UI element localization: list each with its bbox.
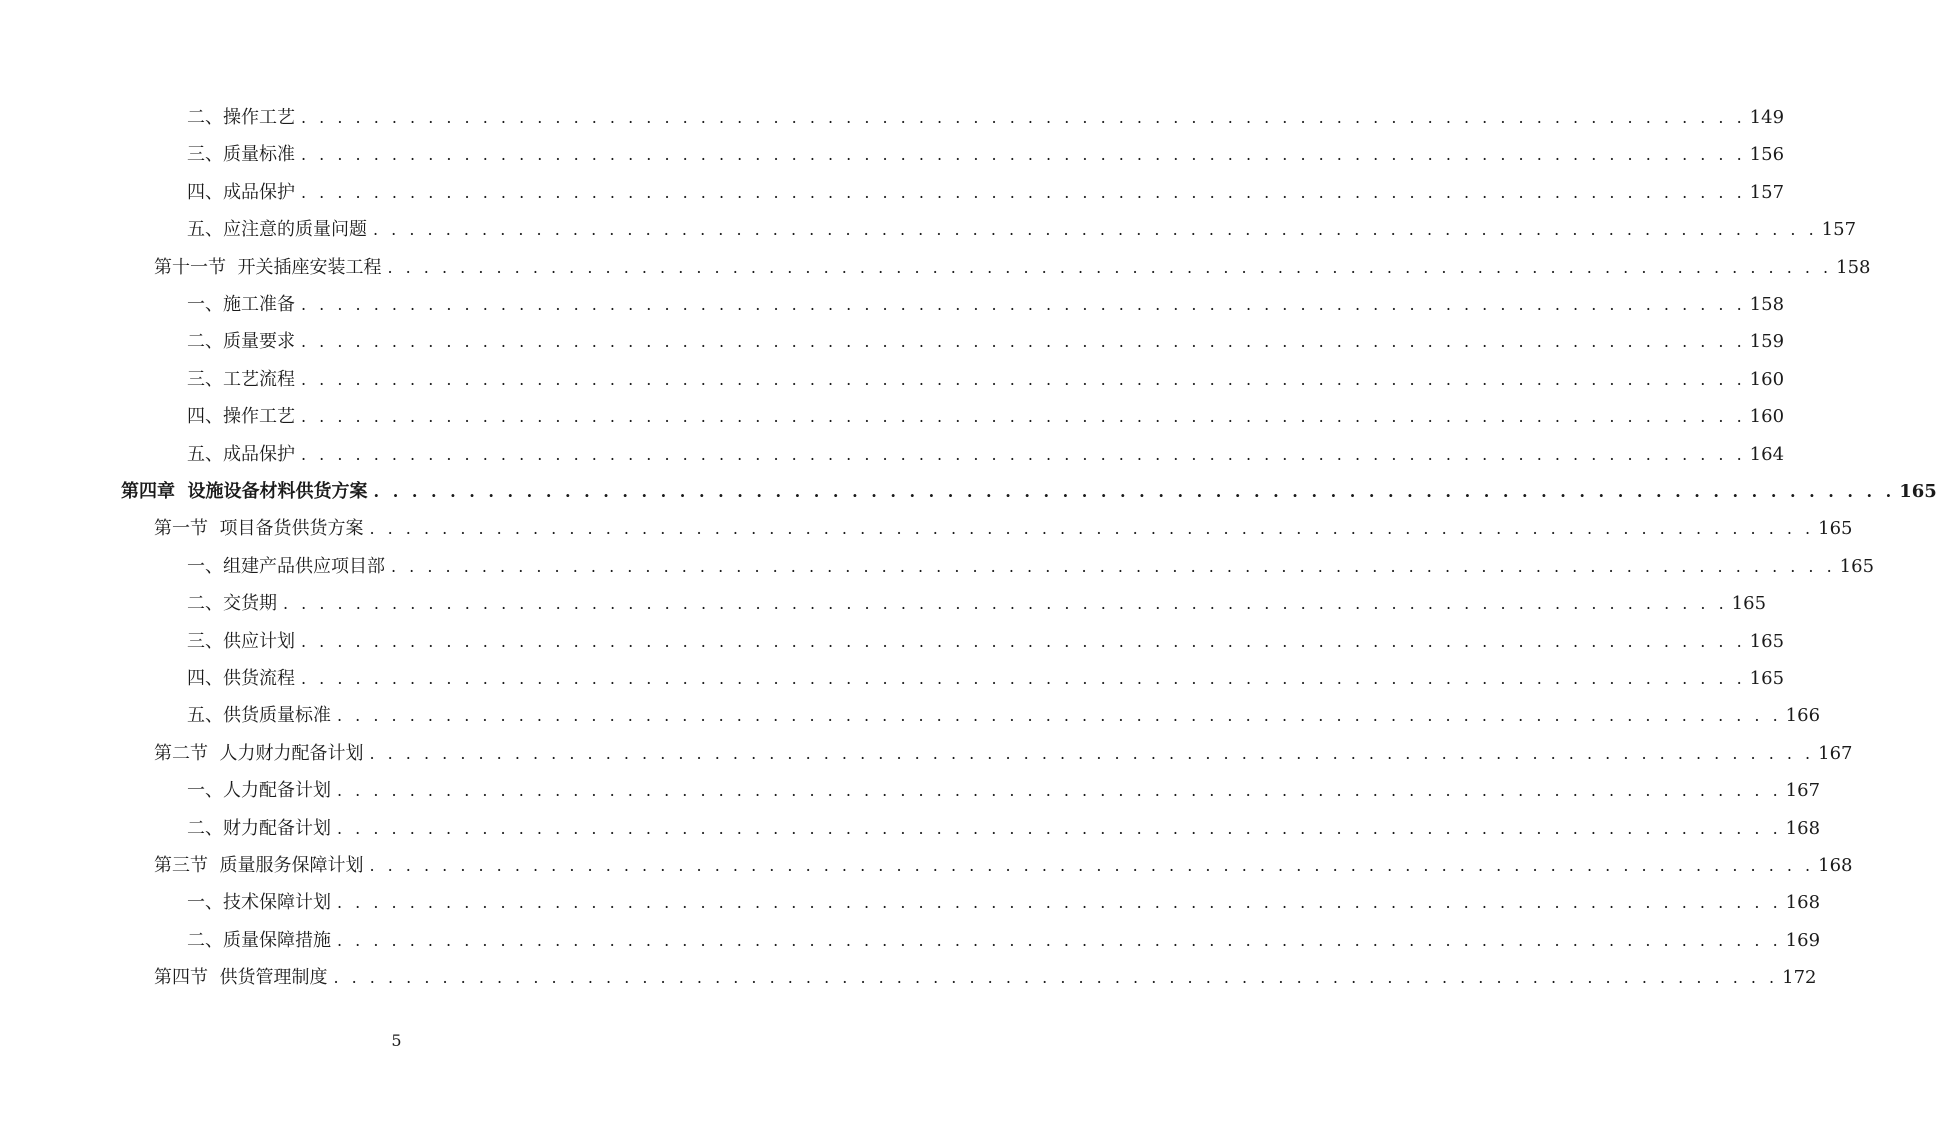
toc-entry-title: 一、技术保障计划 (187, 892, 331, 914)
dot-leader: . . . . . . . . . . . . . . . . . . . . . . . . . . . . . . . . . . . . . . . . . . . . . . . . . . . . . . . . . . . . . . . . . . . . . . . . . . . . . . . . (337, 781, 1782, 801)
toc-entry-item[interactable] (187, 810, 1821, 847)
toc-entry-page-number: 149 (1749, 107, 1785, 128)
toc-entry-section[interactable] (154, 847, 1853, 884)
toc-entry-title: 二、财力配备计划 (187, 817, 331, 839)
toc-entry-title: 第二节 人力财力配备计划 (154, 742, 364, 764)
toc-entry-item[interactable] (187, 884, 1821, 921)
dot-leader: . . . . . . . . . . . . . . . . . . . . . . . . . . . . . . . . . . . . . . . . . . . . . . . . . . . . . . . . . . . . . . . . . . . . . . . . . . . . . . . . (337, 893, 1782, 913)
dot-leader: . . . . . . . . . . . . . . . . . . . . . . . . . . . . . . . . . . . . . . . . . . . . . . . . . . . . . . . . . . . . . . . . . . . . . . . . . . . . . . . . (301, 369, 1746, 389)
toc-entry-title: 第四节 供货管理制度 (154, 967, 328, 989)
dot-leader: . . . . . . . . . . . . . . . . . . . . . . . . . . . . . . . . . . . . . . . . . . . . . . . . . . . . . . . . . . . . . . . . . . . . . . . . . . . . . . . . (301, 108, 1746, 127)
toc-entry-page-number: 160 (1749, 406, 1785, 428)
toc-entry-title: 四、供货流程 (187, 668, 295, 689)
toc-entry-item[interactable] (187, 136, 1785, 173)
toc-entry-title: 二、质量保障措施 (187, 929, 331, 951)
toc-entry-section[interactable] (154, 510, 1853, 547)
dot-leader: . . . . . . . . . . . . . . . . . . . . . . . . . . . . . . . . . . . . . . . . . . . . . . . . . . . . . . . . . . . . . . . . . . . . . . . . . . . . . . . . (337, 930, 1782, 950)
dot-leader: . . . . . . . . . . . . . . . . . . . . . . . . . . . . . . . . . . . . . . . . . . . . . . . . . . . . . . . . . . . . . . . . . . . . . . . . . . . . . . . . (369, 519, 1815, 539)
toc-entry-section[interactable] (154, 959, 1817, 996)
toc-entry-page-number: 167 (1818, 742, 1853, 764)
toc-entry-title: 四、操作工艺 (187, 406, 295, 428)
dot-leader: . . . . . . . . . . . . . . . . . . . . . . . . . . . . . . . . . . . . . . . . . . . . . . . . . . . . . . . . . . . . . . . . . . . . . . . . . . . . . . . . (391, 556, 1836, 576)
dot-leader: . . . . . . . . . . . . . . . . . . . . . . . . . . . . . . . . . . . . . . . . . . . . . . . . . . . . . . . . . . . . . . . . . . . . . . . . . . . . . . . . (369, 856, 1815, 875)
dot-leader: . . . . . . . . . . . . . . . . . . . . . . . . . . . . . . . . . . . . . . . . . . . . . . . . . . . . . . . . . . . . . . . . . . . . . . . . . . . . . . . . (301, 631, 1746, 651)
dot-leader: . . . . . . . . . . . . . . . . . . . . . . . . . . . . . . . . . . . . . . . . . . . . . . . . . . . . . . . . . . . . . . . . . . . . . . . . . . . . . . . . (373, 482, 1896, 501)
toc-entry-title: 一、组建产品供应项目部 (187, 555, 385, 577)
toc-entry-page-number: 158 (1836, 256, 1871, 278)
toc-entry-title: 第十一节 开关插座安装工程 (154, 256, 382, 278)
toc-entry-title: 第三节 质量服务保障计划 (154, 855, 364, 876)
toc-entry-page-number: 167 (1785, 780, 1821, 802)
toc-entry-page-number: 168 (1785, 817, 1821, 839)
toc-entry-item[interactable] (187, 660, 1785, 697)
toc-entry-title: 四、成品保护 (187, 181, 295, 203)
toc-entry-chapter[interactable] (121, 473, 1937, 510)
toc-entry-item[interactable] (187, 772, 1821, 809)
toc-entry-item[interactable] (187, 623, 1785, 660)
dot-leader: . . . . . . . . . . . . . . . . . . . . . . . . . . . . . . . . . . . . . . . . . . . . . . . . . . . . . . . . . . . . . . . . . . . . . . . . . . . . . . . . (333, 968, 1779, 988)
dot-leader: . . . . . . . . . . . . . . . . . . . . . . . . . . . . . . . . . . . . . . . . . . . . . . . . . . . . . . . . . . . . . . . . . . . . . . . . . . . . . . . . (283, 594, 1728, 614)
dot-leader: . . . . . . . . . . . . . . . . . . . . . . . . . . . . . . . . . . . . . . . . . . . . . . . . . . . . . . . . . . . . . . . . . . . . . . . . . . . . . . . . (301, 444, 1746, 464)
dot-leader: . . . . . . . . . . . . . . . . . . . . . . . . . . . . . . . . . . . . . . . . . . . . . . . . . . . . . . . . . . . . . . . . . . . . . . . . . . . . . . . . (301, 145, 1746, 165)
dot-leader: . . . . . . . . . . . . . . . . . . . . . . . . . . . . . . . . . . . . . . . . . . . . . . . . . . . . . . . . . . . . . . . . . . . . . . . . . . . . . . . . (301, 669, 1746, 688)
toc-entry-item[interactable] (187, 585, 1767, 622)
toc-entry-title: 二、质量要求 (187, 331, 295, 353)
toc-entry-title: 一、施工准备 (187, 294, 295, 315)
toc-entry-title: 五、成品保护 (187, 443, 295, 465)
dot-leader: . . . . . . . . . . . . . . . . . . . . . . . . . . . . . . . . . . . . . . . . . . . . . . . . . . . . . . . . . . . . . . . . . . . . . . . . . . . . . . . . (301, 182, 1746, 202)
page-number: 5 (391, 1031, 402, 1050)
toc-entry-page-number: 165 (1899, 481, 1937, 502)
toc-entry-page-number: 165 (1839, 555, 1875, 577)
toc-entry-title: 第一节 项目备货供货方案 (154, 518, 364, 540)
toc-entry-page-number: 164 (1749, 443, 1785, 465)
toc-entry-page-number: 166 (1785, 705, 1821, 727)
toc-entry-item[interactable] (187, 99, 1785, 136)
toc-entry-title: 五、供货质量标准 (187, 705, 331, 727)
dot-leader: . . . . . . . . . . . . . . . . . . . . . . . . . . . . . . . . . . . . . . . . . . . . . . . . . . . . . . . . . . . . . . . . . . . . . . . . . . . . . . . . (373, 220, 1818, 240)
toc-entry-item[interactable] (187, 286, 1785, 323)
dot-leader: . . . . . . . . . . . . . . . . . . . . . . . . . . . . . . . . . . . . . . . . . . . . . . . . . . . . . . . . . . . . . . . . . . . . . . . . . . . . . . . . (387, 257, 1833, 277)
toc-entry-page-number: 169 (1785, 929, 1821, 951)
toc-entry-item[interactable] (187, 361, 1785, 398)
dot-leader: . . . . . . . . . . . . . . . . . . . . . . . . . . . . . . . . . . . . . . . . . . . . . . . . . . . . . . . . . . . . . . . . . . . . . . . . . . . . . . . . (301, 407, 1746, 427)
toc-entry-page-number: 165 (1731, 593, 1767, 615)
toc-entry-page-number: 172 (1782, 967, 1817, 989)
toc-entry-title: 五、应注意的质量问题 (187, 219, 367, 241)
toc-entry-item[interactable] (187, 436, 1785, 473)
toc-entry-title: 二、交货期 (187, 593, 277, 615)
toc-entry-item[interactable] (187, 211, 1857, 248)
toc-entry-section[interactable] (154, 735, 1853, 772)
toc-entry-page-number: 158 (1749, 294, 1785, 315)
toc-entry-page-number: 159 (1749, 331, 1785, 353)
toc-entry-page-number: 165 (1749, 668, 1785, 689)
toc-entry-item[interactable] (187, 697, 1821, 734)
toc-entry-title: 第四章 设施设备材料供货方案 (121, 481, 368, 502)
toc-entry-page-number: 160 (1749, 368, 1785, 390)
toc-entry-title: 二、操作工艺 (187, 107, 295, 128)
toc-entry-item[interactable] (187, 922, 1821, 959)
dot-leader: . . . . . . . . . . . . . . . . . . . . . . . . . . . . . . . . . . . . . . . . . . . . . . . . . . . . . . . . . . . . . . . . . . . . . . . . . . . . . . . . (301, 332, 1746, 352)
dot-leader: . . . . . . . . . . . . . . . . . . . . . . . . . . . . . . . . . . . . . . . . . . . . . . . . . . . . . . . . . . . . . . . . . . . . . . . . . . . . . . . . (301, 295, 1746, 314)
toc-entry-section[interactable] (154, 249, 1871, 286)
dot-leader: . . . . . . . . . . . . . . . . . . . . . . . . . . . . . . . . . . . . . . . . . . . . . . . . . . . . . . . . . . . . . . . . . . . . . . . . . . . . . . . . (337, 818, 1782, 838)
toc-entry-page-number: 168 (1785, 892, 1821, 914)
toc-entry-page-number: 157 (1749, 181, 1785, 203)
toc-entry-title: 三、质量标准 (187, 144, 295, 166)
toc-entry-title: 三、供应计划 (187, 630, 295, 652)
toc-entry-title: 三、工艺流程 (187, 368, 295, 390)
toc-entry-page-number: 165 (1749, 630, 1785, 652)
toc-entry-item[interactable] (187, 548, 1875, 585)
toc-entry-item[interactable] (187, 398, 1785, 435)
toc-entry-item[interactable] (187, 323, 1785, 360)
toc-entry-page-number: 165 (1818, 518, 1853, 540)
toc-entry-page-number: 157 (1821, 219, 1857, 241)
dot-leader: . . . . . . . . . . . . . . . . . . . . . . . . . . . . . . . . . . . . . . . . . . . . . . . . . . . . . . . . . . . . . . . . . . . . . . . . . . . . . . . . (337, 706, 1782, 726)
toc-entry-item[interactable] (187, 174, 1785, 211)
toc-entry-page-number: 156 (1749, 144, 1785, 166)
toc-entry-title: 一、人力配备计划 (187, 780, 331, 802)
dot-leader: . . . . . . . . . . . . . . . . . . . . . . . . . . . . . . . . . . . . . . . . . . . . . . . . . . . . . . . . . . . . . . . . . . . . . . . . . . . . . . . . (369, 743, 1815, 763)
toc-entry-page-number: 168 (1818, 855, 1853, 876)
